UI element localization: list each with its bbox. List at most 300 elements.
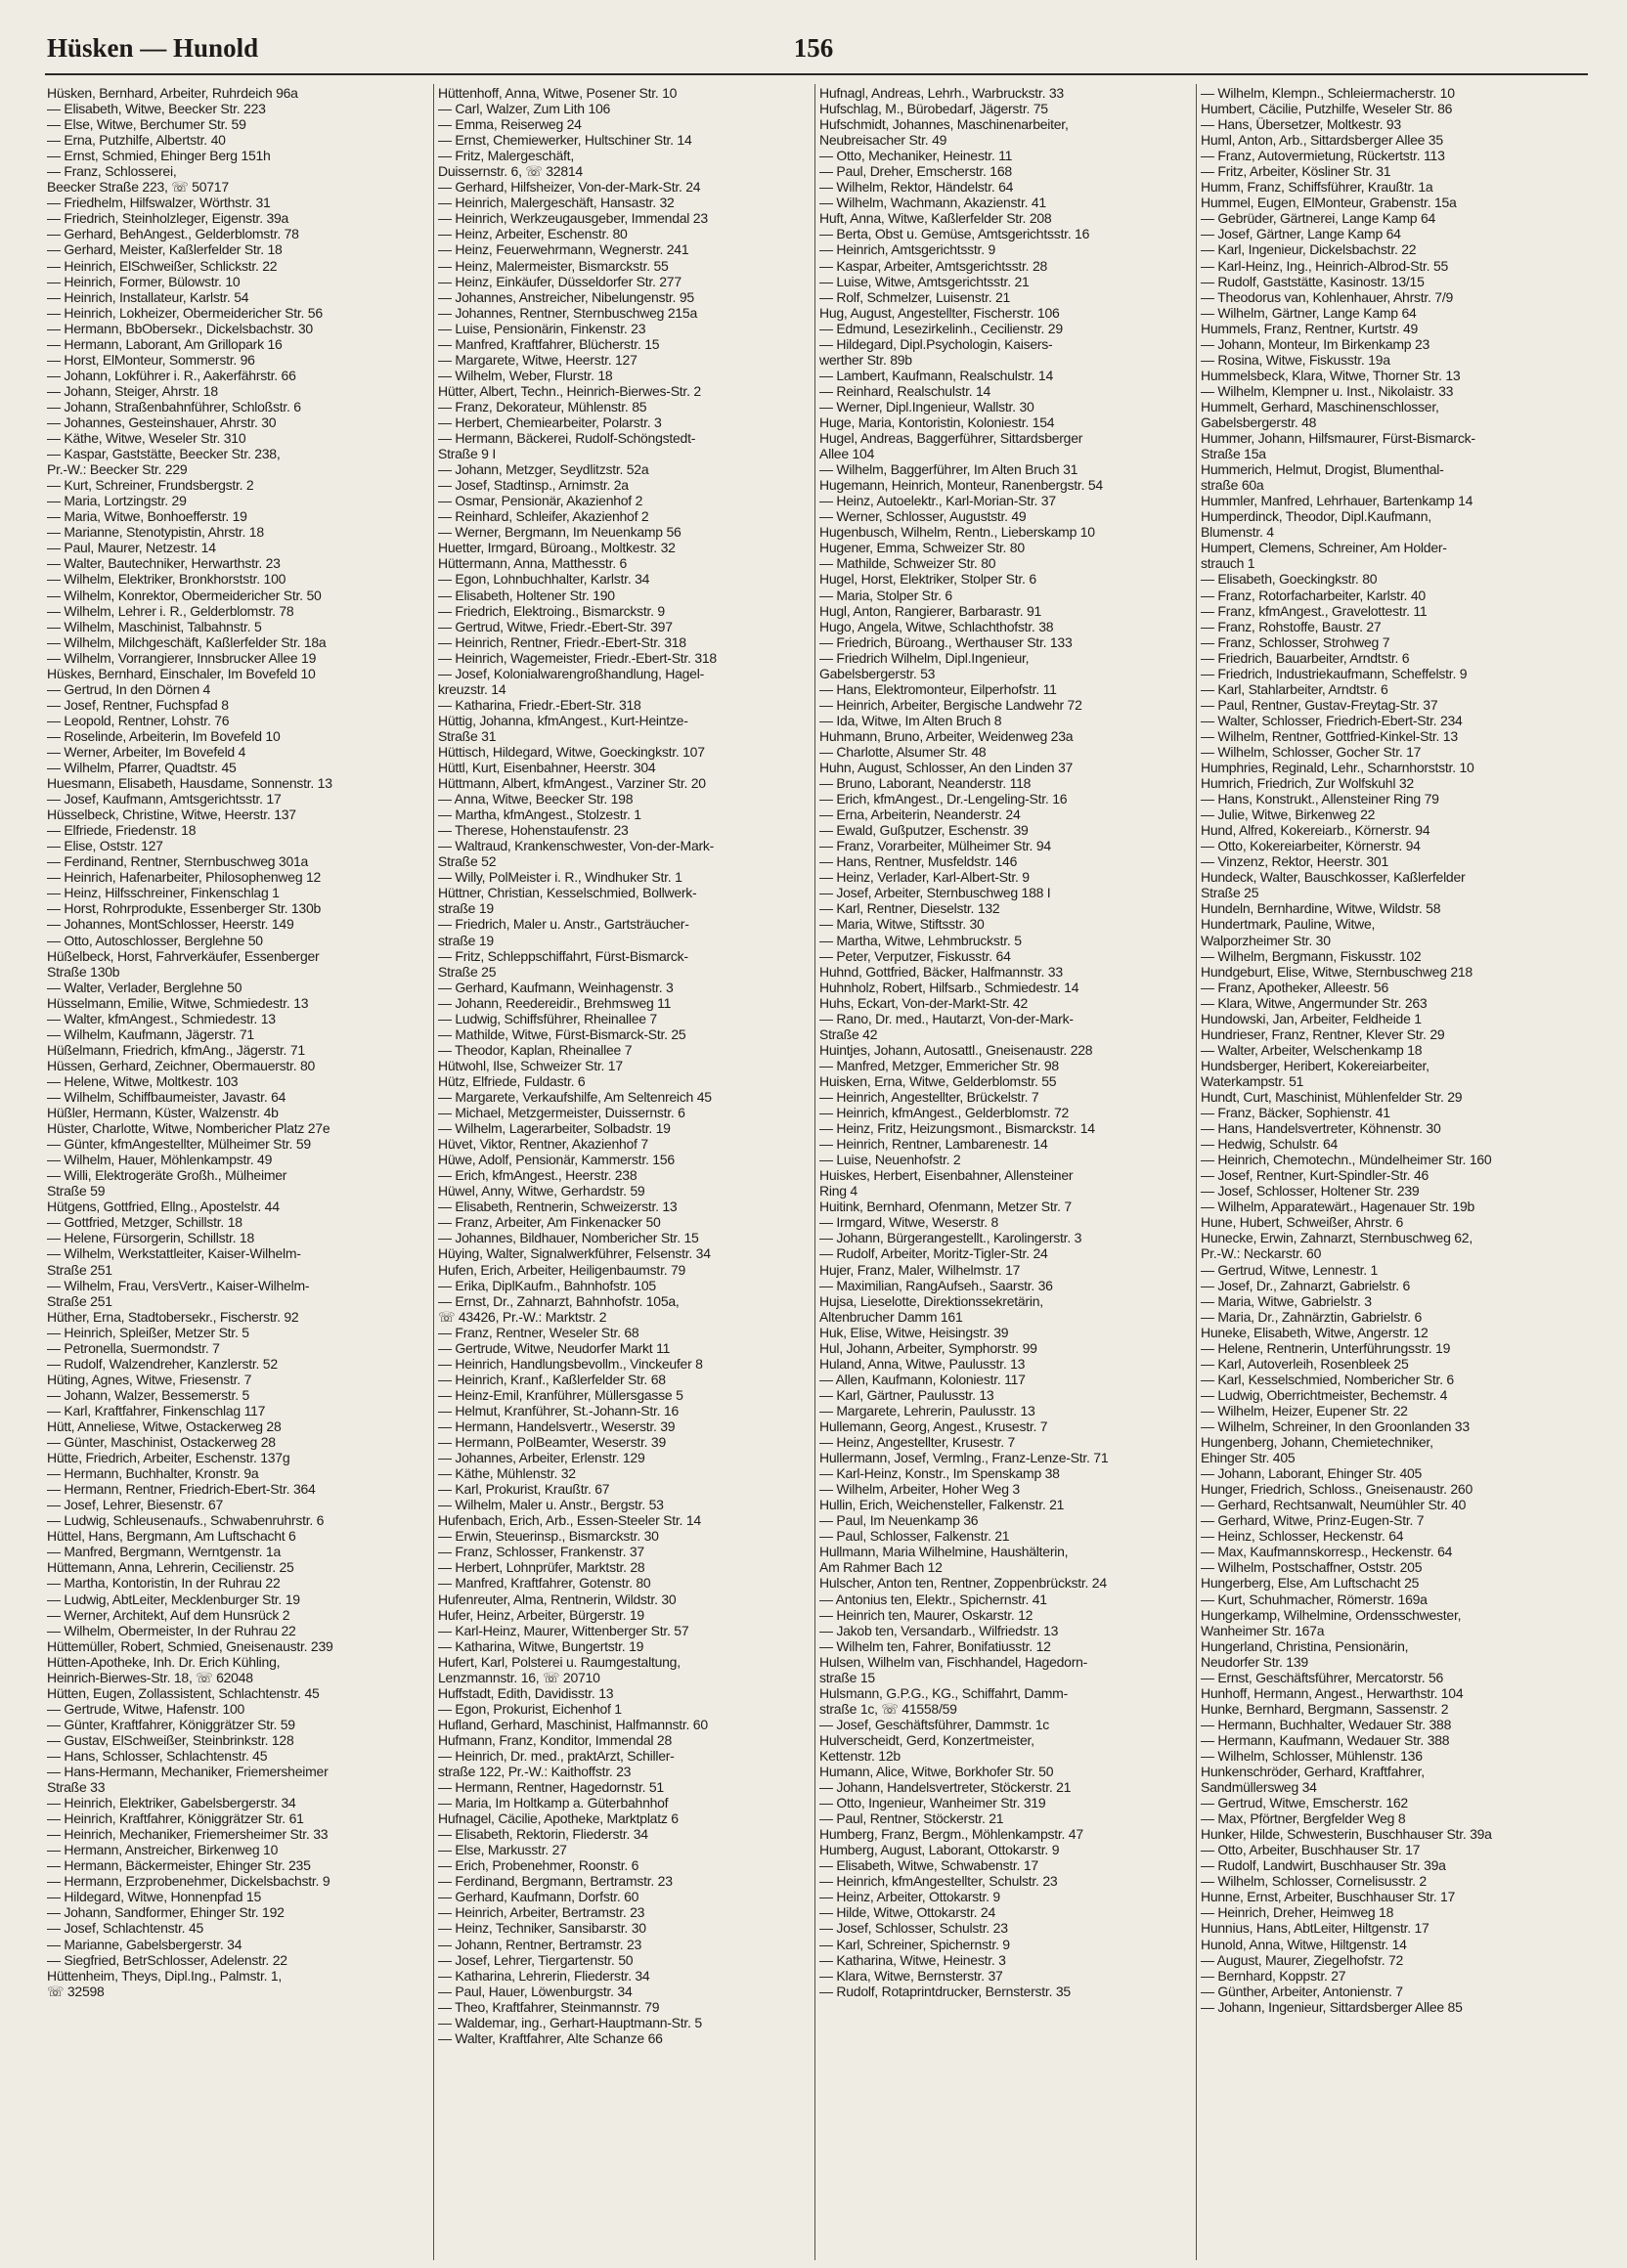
directory-entry-line: — Johannes, Arbeiter, Erlenstr. 129 xyxy=(438,1450,645,1466)
directory-entry-line: — Heinrich ten, Maurer, Oskarstr. 12 xyxy=(819,1606,1033,1623)
directory-entry-line: — Gebrüder, Gärtnerei, Lange Kamp 64 xyxy=(1201,210,1436,227)
directory-entry-line: Hüster, Charlotte, Witwe, Nombericher Platz 27e xyxy=(47,1120,330,1137)
directory-entry-line: — Walter, Kraftfahrer, Alte Schanze 66 xyxy=(438,2029,663,2046)
directory-entry-line: — Johann, Walzer, Bessemerstr. 5 xyxy=(47,1386,250,1403)
directory-entry-line: — Katharina, Witwe, Heinestr. 3 xyxy=(819,1951,1006,1968)
directory-entry-line: Hunke, Bernhard, Bergmann, Sassenstr. 2 xyxy=(1201,1700,1449,1717)
directory-entry-line: — Manfred, Kraftfahrer, Blücherstr. 15 xyxy=(438,335,660,352)
directory-entry-line: Hungerland, Christina, Pensionärin, xyxy=(1201,1637,1409,1654)
directory-entry-line: — Edmund, Lesezirkelinh., Cecilienstr. 29 xyxy=(819,320,1063,336)
directory-entry-line: Hufenbach, Erich, Arb., Essen-Steeler Str. 14 xyxy=(438,1512,701,1529)
directory-entry-line: — Antonius ten, Elektr., Spichernstr. 41 xyxy=(819,1591,1047,1607)
directory-entry-line: — Lambert, Kaufmann, Realschulstr. 14 xyxy=(819,367,1053,383)
directory-entry-line: Hullmann, Maria Wilhelmine, Haushälterin, xyxy=(819,1544,1069,1560)
directory-entry-line: — Werner, Arbeiter, Im Bovefeld 4 xyxy=(47,743,246,760)
directory-entry-line: — Günther, Arbeiter, Antonienstr. 7 xyxy=(1201,1983,1403,1999)
directory-entry-line: Hunkenschröder, Gerhard, Kraftfahrer, xyxy=(1201,1764,1425,1780)
directory-entry-line: Gabelsbergerstr. 48 xyxy=(1201,414,1317,430)
directory-entry-line: straße 60a xyxy=(1201,477,1264,494)
directory-entry-line: — Martha, Witwe, Lehmbruckstr. 5 xyxy=(819,932,1022,948)
directory-entry-line: — Walter, Schlosser, Friedrich-Ebert-Str. 234 xyxy=(1201,712,1463,728)
directory-entry-line: — Hermann, Kaufmann, Wedauer Str. 388 xyxy=(1201,1731,1450,1748)
directory-entry-line: Hujsa, Lieselotte, Direktionssekretärin, xyxy=(819,1292,1043,1309)
directory-entry-line: — Hedwig, Schulstr. 64 xyxy=(1201,1136,1339,1153)
directory-entry-line: — Heinz, Fritz, Heizungsmont., Bismarckstr. 14 xyxy=(819,1120,1095,1137)
directory-entry-line: Hugo, Angela, Witwe, Schlachthofstr. 38 xyxy=(819,618,1054,634)
directory-entry-line: Hummerich, Helmut, Drogist, Blumenthal- xyxy=(1201,461,1444,478)
directory-entry-line: — Hilde, Witwe, Ottokarstr. 24 xyxy=(819,1904,995,1921)
directory-entry-line: — Karl, Gärtner, Paulusstr. 13 xyxy=(819,1386,994,1403)
directory-entry-line: — Johann, Reedereidir., Brehmsweg 11 xyxy=(438,994,672,1011)
directory-entry-line: Hunger, Friedrich, Schloss., Gneisenaustr. 260 xyxy=(1201,1481,1473,1498)
directory-entry-line: — Margarete, Verkaufshilfe, Am Seltenreich 45 xyxy=(438,1089,712,1105)
directory-entry-line: — Josef, Rentner, Kurt-Spindler-Str. 46 xyxy=(1201,1167,1429,1184)
directory-entry-line: Hungerberg, Else, Am Luftschacht 25 xyxy=(1201,1575,1420,1592)
directory-entry-line: — Marianne, Stenotypistin, Ahrstr. 18 xyxy=(47,524,264,541)
directory-entry-line: — Klara, Witwe, Angermunder Str. 263 xyxy=(1201,994,1428,1011)
directory-entry-line: — Günter, Kraftfahrer, Königgrätzer Str. 59 xyxy=(47,1716,295,1732)
directory-entry-line: Huml, Anton, Arb., Sittardsberger Allee 35 xyxy=(1201,132,1443,149)
directory-entry-line: — Heinrich, Kranf., Kaßlerfelder Str. 68 xyxy=(438,1371,666,1387)
directory-entry-line: — Irmgard, Witwe, Weserstr. 8 xyxy=(819,1214,999,1231)
directory-entry-line: — Hermann, Laborant, Am Grillopark 16 xyxy=(47,335,283,352)
directory-entry-line: Hullermann, Josef, Vermlng., Franz-Lenze-Str. 71 xyxy=(819,1450,1109,1466)
directory-entry-line: Hundeln, Bernhardine, Witwe, Wildstr. 58 xyxy=(1201,900,1441,917)
column-4 xyxy=(1201,85,1588,2255)
directory-entry-line: — Gertrud, Witwe, Emscherstr. 162 xyxy=(1201,1795,1408,1811)
directory-entry-line: Humann, Alice, Witwe, Borkhofer Str. 50 xyxy=(819,1764,1054,1780)
directory-entry-line: Straße 25 xyxy=(1201,885,1259,901)
directory-entry-line: — Leopold, Rentner, Lohstr. 76 xyxy=(47,712,230,728)
directory-entry-line: Hund, Alfred, Kokereiarb., Körnerstr. 94 xyxy=(1201,822,1430,839)
directory-entry-line: — Max, Pförtner, Bergfelder Weg 8 xyxy=(1201,1810,1406,1827)
directory-entry-line: — Heinrich, Arbeiter, Bertramstr. 23 xyxy=(438,1904,645,1921)
directory-entry-line: werther Str. 89b xyxy=(819,351,912,368)
directory-entry-line: Hundowski, Jan, Arbeiter, Feldheide 1 xyxy=(1201,1010,1422,1026)
directory-entry-line: — Wilhelm, Schlosser, Mühlenstr. 136 xyxy=(1201,1747,1423,1764)
directory-entry-line: — Waldemar, ing., Gerhart-Hauptmann-Str. 5 xyxy=(438,2014,702,2030)
directory-entry-line: Hugener, Emma, Schweizer Str. 80 xyxy=(819,540,1025,556)
directory-entry-line: Huhnholz, Robert, Hilfsarb., Schmiedestr. 14 xyxy=(819,979,1079,995)
directory-entry-line: — Heinz, Angestellter, Krusestr. 7 xyxy=(819,1434,1016,1451)
directory-entry-line: Hummelsbeck, Klara, Witwe, Thorner Str. 13 xyxy=(1201,367,1461,383)
directory-entry-line: Hüßelmann, Friedrich, kfmAng., Jägerstr. 71 xyxy=(47,1041,305,1058)
directory-entry-line: — Franz, Rohstoffe, Baustr. 27 xyxy=(1201,618,1382,634)
directory-entry-line: — Egon, Prokurist, Eichenhof 1 xyxy=(438,1700,622,1717)
directory-entry-line: — Heinrich, Handlungsbevollm., Vinckeufer 8 xyxy=(438,1355,703,1372)
directory-entry-line: — Ida, Witwe, Im Alten Bruch 8 xyxy=(819,712,1002,728)
directory-entry-line: Hundt, Curt, Maschinist, Mühlenfelder Str. 29 xyxy=(1201,1089,1463,1105)
directory-entry-line: — Ferdinand, Bergmann, Bertramstr. 23 xyxy=(438,1873,673,1890)
directory-entry-line: Lenzmannstr. 16, ☏ 20710 xyxy=(438,1669,600,1685)
directory-entry-line: — Wilhelm, Rentner, Gottfried-Kinkel-Str. 13 xyxy=(1201,727,1458,744)
directory-entry-line: — Maximilian, RangAufseh., Saarstr. 36 xyxy=(819,1277,1053,1293)
directory-entry-line: ☏ 43426, Pr.-W.: Marktstr. 2 xyxy=(438,1308,607,1325)
directory-entry-line: — Heinrich, Mechaniker, Friemersheimer Str. 33 xyxy=(47,1826,329,1843)
directory-entry-line: — Werner, Architekt, Auf dem Hunsrück 2 xyxy=(47,1606,290,1623)
directory-entry-line: — Karl, Schreiner, Spichernstr. 9 xyxy=(819,1936,1010,1952)
directory-entry-line: Hüwe, Adolf, Pensionär, Kammerstr. 156 xyxy=(438,1152,675,1168)
directory-entry-line: — Wilhelm, Lagerarbeiter, Solbadstr. 19 xyxy=(438,1120,671,1137)
directory-entry-line: — Heinrich, Dr. med., praktArzt, Schiller- xyxy=(438,1747,675,1764)
directory-entry-line: Hufen, Erich, Arbeiter, Heiligenbaumstr. 79 xyxy=(438,1261,686,1278)
directory-entry-line: — Hans, Schlosser, Schlachtenstr. 45 xyxy=(47,1747,268,1764)
header-rule xyxy=(45,73,1588,75)
directory-entry-line: — Maria, Dr., Zahnärztin, Gabrielstr. 6 xyxy=(1201,1308,1422,1325)
directory-entry-line: Hug, August, Angestellter, Fischerstr. 106 xyxy=(819,304,1060,321)
directory-entry-line: Hungerkamp, Wilhelmine, Ordensschwester, xyxy=(1201,1606,1462,1623)
directory-entry-line: — Wilhelm, Schlosser, Cornelisusstr. 2 xyxy=(1201,1873,1427,1890)
directory-entry-line: Wanheimer Str. 167a xyxy=(1201,1622,1325,1638)
directory-entry-line: — Willi, Elektrogeräte Großh., Mülheimer xyxy=(47,1167,287,1184)
directory-entry-line: Hüttl, Kurt, Eisenbahner, Heerstr. 304 xyxy=(438,760,656,776)
directory-entry-line: — Werner, Bergmann, Im Neuenkamp 56 xyxy=(438,524,682,541)
directory-entry-line: Hugl, Anton, Rangierer, Barbarastr. 91 xyxy=(819,602,1042,619)
directory-entry-line: — Josef, Geschäftsführer, Dammstr. 1c xyxy=(819,1716,1050,1732)
directory-entry-line: — Elfriede, Friedenstr. 18 xyxy=(47,822,197,839)
directory-entry-line: — Franz, Autovermietung, Rückertstr. 113 xyxy=(1201,148,1445,164)
directory-entry-line: — Günter, Maschinist, Ostackerweg 28 xyxy=(47,1434,276,1451)
directory-entry-line: — Ernst, Geschäftsführer, Mercatorstr. 56 xyxy=(1201,1669,1444,1685)
directory-entry-line: — Heinrich, Former, Bülowstr. 10 xyxy=(47,273,241,289)
directory-entry-line: — Theodorus van, Kohlenhauer, Ahrstr. 7/9 xyxy=(1201,288,1453,305)
directory-entry-line: Hüwel, Anny, Witwe, Gerhardstr. 59 xyxy=(438,1183,645,1199)
directory-entry-line: — Bruno, Laborant, Neanderstr. 118 xyxy=(819,775,1032,792)
directory-entry-line: — Karl, Stahlarbeiter, Arndtstr. 6 xyxy=(1201,680,1388,697)
directory-entry-line: — Theo, Kraftfahrer, Steinmannstr. 79 xyxy=(438,1998,660,2015)
directory-entry-line: — Helene, Rentnerin, Unterführungsstr. 19 xyxy=(1201,1339,1451,1356)
directory-entry-line: Hugenbusch, Wilhelm, Rentn., Lieberskamp 10 xyxy=(819,524,1095,541)
directory-entry-line: — Johann, Bürgerangestellt., Karolingerstr. 3 xyxy=(819,1230,1082,1246)
directory-entry-line: — Heinrich, Chemotechn., Mündelheimer Str. 160 xyxy=(1201,1152,1492,1168)
directory-entry-line: — Emma, Reiserweg 24 xyxy=(438,116,582,133)
directory-entry-line: Pr.-W.: Beecker Str. 229 xyxy=(47,461,188,478)
directory-entry-line: — Karl, Ingenieur, Dickelsbachstr. 22 xyxy=(1201,241,1417,258)
directory-entry-line: — Wilhelm, Pfarrer, Quadtstr. 45 xyxy=(47,760,237,776)
directory-entry-line: — Ferdinand, Rentner, Sternbuschweg 301a xyxy=(47,853,309,870)
directory-entry-line: — Paul, Hauer, Löwenburgstr. 34 xyxy=(438,1983,633,1999)
directory-entry-line: Hufschmidt, Johannes, Maschinenarbeiter, xyxy=(819,116,1069,133)
directory-entry-line: Hüsselbeck, Christine, Witwe, Heerstr. 137 xyxy=(47,807,296,823)
directory-entry-line: — Franz, Rotorfacharbeiter, Karlstr. 40 xyxy=(1201,587,1426,603)
directory-entry-line: Hüsken, Bernhard, Arbeiter, Ruhrdeich 96a xyxy=(47,85,298,101)
directory-entry-line: — Gerhard, Kaufmann, Dorfstr. 60 xyxy=(438,1889,639,1905)
directory-entry-line: — Heinrich, Spleißer, Metzer Str. 5 xyxy=(47,1324,249,1340)
directory-entry-line: — Wilhelm, Arbeiter, Hoher Weg 3 xyxy=(819,1481,1020,1498)
directory-entry-line: — Helmut, Kranführer, St.-Johann-Str. 16 xyxy=(438,1402,680,1418)
directory-entry-line: Hüttmann, Albert, kfmAngest., Varziner Str. 20 xyxy=(438,775,706,792)
directory-entry-line: — Johann, Monteur, Im Birkenkamp 23 xyxy=(1201,335,1430,352)
directory-entry-line: Hüttermann, Anna, Matthesstr. 6 xyxy=(438,555,628,572)
directory-entry-line: — Gustav, ElSchweißer, Steinbrinkstr. 128 xyxy=(47,1731,294,1748)
directory-entry-line: Hüttner, Christian, Kesselschmied, Bollwerk- xyxy=(438,885,697,901)
directory-entry-line: — Margarete, Witwe, Heerstr. 127 xyxy=(438,351,638,368)
directory-entry-line: — Karl-Heinz, Konstr., Im Spenskamp 38 xyxy=(819,1465,1060,1482)
directory-entry-line: — Horst, Rohrprodukte, Essenberger Str. 130b xyxy=(47,900,322,917)
directory-entry-line: — Paul, Rentner, Stöckerstr. 21 xyxy=(819,1810,1004,1827)
directory-entry-line: — Maria, Witwe, Stiftsstr. 30 xyxy=(819,916,985,933)
directory-entry-line: — Johannes, Gesteinshauer, Ahrstr. 30 xyxy=(47,414,277,430)
directory-entry-line: Hütwohl, Ilse, Schweizer Str. 17 xyxy=(438,1057,623,1073)
directory-entry-line: — Heinrich, Dreher, Heimweg 18 xyxy=(1201,1904,1394,1921)
directory-entry-line: — Theodor, Kaplan, Rheinallee 7 xyxy=(438,1041,633,1058)
directory-entry-line: — Karl, Kesselschmied, Nombericher Str. 6 xyxy=(1201,1371,1454,1387)
directory-entry-line: — Erich, Probenehmer, Roonstr. 6 xyxy=(438,1857,639,1874)
directory-entry-line: Huhnd, Gottfried, Bäcker, Halfmannstr. 33 xyxy=(819,963,1063,980)
directory-entry-line: — Heinz, Hilfsschreiner, Finkenschlag 1 xyxy=(47,885,280,901)
directory-entry-line: Huge, Maria, Kontoristin, Koloniestr. 154 xyxy=(819,414,1055,430)
directory-entry-line: Straße 130b xyxy=(47,963,120,980)
directory-entry-line: straße 15 xyxy=(819,1669,875,1685)
directory-entry-line: Straße 251 xyxy=(47,1261,112,1278)
directory-entry-line: Hüying, Walter, Signalwerkführer, Felsenstr. 34 xyxy=(438,1245,711,1262)
directory-entry-line: — Carl, Walzer, Zum Lith 106 xyxy=(438,101,611,117)
directory-entry-line: — Franz, Schlosser, Frankenstr. 37 xyxy=(438,1544,644,1560)
directory-entry-line: Hulsmann, G.P.G., KG., Schiffahrt, Damm- xyxy=(819,1684,1069,1701)
directory-entry-line: — Paul, Im Neuenkamp 36 xyxy=(819,1512,979,1529)
directory-entry-line: — Ludwig, AbtLeiter, Mecklenburger Str. 19 xyxy=(47,1591,300,1607)
directory-entry-line: Hüttemann, Anna, Lehrerin, Cecilienstr. 25 xyxy=(47,1559,294,1576)
directory-entry-line: — Otto, Mechaniker, Heinestr. 11 xyxy=(819,148,1013,164)
directory-entry-line: — Katharina, Friedr.-Ebert-Str. 318 xyxy=(438,696,641,713)
directory-entry-line: — Hermann, Bäckerei, Rudolf-Schöngstedt- xyxy=(438,430,696,447)
directory-entry-line: — Ludwig, Schleusenaufs., Schwabenruhrstr. 6 xyxy=(47,1512,325,1529)
directory-entry-line: — Heinz, Arbeiter, Eschenstr. 80 xyxy=(438,226,628,242)
directory-entry-line: — Josef, Stadtinsp., Arnimstr. 2a xyxy=(438,477,629,494)
directory-entry-line: — Helene, Fürsorgerin, Schillstr. 18 xyxy=(47,1230,254,1246)
directory-entry-line: Humbert, Cäcilie, Putzhilfe, Weseler Str. 86 xyxy=(1201,101,1453,117)
directory-entry-line: Hujer, Franz, Maler, Wilhelmstr. 17 xyxy=(819,1261,1021,1278)
directory-entry-line: — Wilhelm, Maschinist, Talbahnstr. 5 xyxy=(47,618,262,634)
directory-entry-line: — Wilhelm, Bergmann, Fiskusstr. 102 xyxy=(1201,947,1422,964)
directory-entry-line: — Heinrich, Wagemeister, Friedr.-Ebert-Str. 318 xyxy=(438,649,717,666)
directory-entry-line: Hune, Hubert, Schweißer, Ahrstr. 6 xyxy=(1201,1214,1404,1231)
directory-entry-line: — Friedrich, Steinholzleger, Eigenstr. 39a xyxy=(47,210,289,227)
directory-entry-line: — Wilhelm, Maler u. Anstr., Bergstr. 53 xyxy=(438,1497,664,1513)
directory-entry-line: Straße 251 xyxy=(47,1292,112,1309)
directory-entry-line: — Manfred, Bergmann, Werntgenstr. 1a xyxy=(47,1544,281,1560)
directory-entry-line: Huft, Anna, Witwe, Kaßlerfelder Str. 208 xyxy=(819,210,1052,227)
directory-entry-line: — Hermann, Anstreicher, Birkenweg 10 xyxy=(47,1842,279,1858)
directory-entry-line: Huitink, Bernhard, Ofenmann, Metzer Str. 7 xyxy=(819,1199,1072,1215)
directory-entry-line: — Karl, Prokurist, Kraußtr. 67 xyxy=(438,1481,610,1498)
directory-entry-line: Hufland, Gerhard, Maschinist, Halfmannstr. 60 xyxy=(438,1716,708,1732)
directory-entry-line: — Friedrich, Maler u. Anstr., Gartsträucher- xyxy=(438,916,689,933)
directory-entry-line: — Maria, Witwe, Bonhoefferstr. 19 xyxy=(47,508,247,525)
directory-entry-line: Hufmann, Franz, Konditor, Immendal 28 xyxy=(438,1731,672,1748)
directory-entry-line: — Gerhard, BehAngest., Gelderblomstr. 78 xyxy=(47,226,299,242)
directory-entry-line: — Wilhelm, Lehrer i. R., Gelderblomstr. 78 xyxy=(47,602,294,619)
directory-entry-line: Hufer, Heinz, Arbeiter, Bürgerstr. 19 xyxy=(438,1606,644,1623)
directory-entry-line: — Siegfried, BetrSchlosser, Adelenstr. 22 xyxy=(47,1951,287,1968)
directory-entry-line: — Wilhelm, Milchgeschäft, Kaßlerfelder Str. 18a xyxy=(47,633,327,650)
directory-entry-line: — Maria, Im Holtkamp a. Güterbahnhof xyxy=(438,1795,669,1811)
directory-entry-line: — Heinrich, Rentner, Lambarenestr. 14 xyxy=(819,1136,1048,1153)
directory-entry-line: — Hildegard, Dipl.Psychologin, Kaisers- xyxy=(819,335,1053,352)
directory-entry-line: — Roselinde, Arbeiterin, Im Bovefeld 10 xyxy=(47,727,281,744)
directory-entry-line: straße 1c, ☏ 41558/59 xyxy=(819,1700,957,1717)
directory-entry-line: — Hermann, Bäckermeister, Ehinger Str. 235 xyxy=(47,1857,311,1874)
directory-entry-line: — Ludwig, Schiffsführer, Rheinallee 7 xyxy=(438,1010,657,1026)
directory-entry-line: Hugel, Andreas, Baggerführer, Sittardsberger xyxy=(819,430,1083,447)
directory-entry-line: — Luise, Pensionärin, Finkenstr. 23 xyxy=(438,320,646,336)
directory-entry-line: — Anna, Witwe, Beecker Str. 198 xyxy=(438,791,634,807)
directory-entry-line: Humphries, Reginald, Lehr., Scharnhorststr. 10 xyxy=(1201,760,1474,776)
directory-entry-line: Hugemann, Heinrich, Monteur, Ranenbergstr. 54 xyxy=(819,477,1103,494)
directory-entry-line: Hulverscheidt, Gerd, Konzertmeister, xyxy=(819,1731,1034,1748)
directory-entry-line: Huisken, Erna, Witwe, Gelderblomstr. 55 xyxy=(819,1072,1057,1089)
directory-entry-line: — Friedrich, Bauarbeiter, Arndtstr. 6 xyxy=(1201,649,1410,666)
directory-entry-line: — Hildegard, Witwe, Honnenpfad 15 xyxy=(47,1889,261,1905)
directory-entry-line: Hunecke, Erwin, Zahnarzt, Sternbuschweg 62, xyxy=(1201,1230,1473,1246)
directory-entry-line: — Wilhelm, Postschaffner, Oststr. 205 xyxy=(1201,1559,1423,1576)
directory-entry-line: Hüskes, Bernhard, Einschaler, Im Bovefeld 10 xyxy=(47,665,316,681)
directory-entry-line: Hüttel, Hans, Bergmann, Am Luftschacht 6 xyxy=(47,1528,296,1545)
directory-entry-line: — Heinz, Feuerwehrmann, Wegnerstr. 241 xyxy=(438,241,689,258)
directory-entry-line: Hummelt, Gerhard, Maschinenschlosser, xyxy=(1201,398,1439,414)
directory-entry-line: — Heinrich, Kraftfahrer, Königgrätzer Str. 61 xyxy=(47,1810,304,1827)
directory-entry-line: — Berta, Obst u. Gemüse, Amtsgerichtsstr. 16 xyxy=(819,226,1090,242)
directory-entry-line: Hufnagl, Andreas, Lehrh., Warbruckstr. 33 xyxy=(819,85,1064,101)
directory-entry-line: — Michael, Metzgermeister, Duissernstr. 6 xyxy=(438,1105,685,1121)
directory-entry-line: — Johann, Lokführer i. R., Aakerfährstr. 66 xyxy=(47,367,296,383)
directory-entry-line: Heinrich-Bierwes-Str. 18, ☏ 62048 xyxy=(47,1669,253,1685)
directory-entry-line: — Hermann, BbObersekr., Dickelsbachstr. 30 xyxy=(47,320,313,336)
directory-entry-line: — Heinz, Einkäufer, Düsseldorfer Str. 277 xyxy=(438,273,682,289)
directory-entry-line: — Rudolf, Rotaprintdrucker, Bernsterstr. 35 xyxy=(819,1983,1071,1999)
directory-entry-line: — Ernst, Dr., Zahnarzt, Bahnhofstr. 105a, xyxy=(438,1292,680,1309)
directory-entry-line: Hufnagel, Cäcilie, Apotheke, Marktplatz 6 xyxy=(438,1810,679,1827)
directory-entry-line: — Elisabeth, Goeckingkstr. 80 xyxy=(1201,571,1378,588)
directory-entry-line: Hufenreuter, Alma, Rentnerin, Wildstr. 30 xyxy=(438,1591,677,1607)
directory-entry-line: Hüttemüller, Robert, Schmied, Gneisenaustr. 239 xyxy=(47,1637,333,1654)
directory-entry-line: — Heinrich, Werkzeugausgeber, Immendal 23 xyxy=(438,210,708,227)
directory-entry-line: — Otto, Arbeiter, Buschhauser Str. 17 xyxy=(1201,1842,1421,1858)
directory-entry-line: — Johann, Rentner, Bertramstr. 23 xyxy=(438,1936,642,1952)
directory-entry-line: — Marianne, Gabelsbergerstr. 34 xyxy=(47,1936,242,1952)
directory-entry-line: — Franz, Arbeiter, Am Finkenacker 50 xyxy=(438,1214,661,1231)
directory-entry-line: Hüsselmann, Emilie, Witwe, Schmiedestr. 13 xyxy=(47,994,309,1011)
directory-entry-line: — Walter, Verlader, Berglehne 50 xyxy=(47,979,242,995)
directory-entry-line: Neudorfer Str. 139 xyxy=(1201,1653,1308,1670)
directory-entry-line: — Friedrich, Elektroing., Bismarckstr. 9 xyxy=(438,602,665,619)
directory-entry-line: Hugel, Horst, Elektriker, Stolper Str. 6 xyxy=(819,571,1036,588)
directory-entry-line: — Karl, Autoverleih, Rosenbleek 25 xyxy=(1201,1355,1409,1372)
directory-entry-line: Hummler, Manfred, Lehrhauer, Bartenkamp 14 xyxy=(1201,493,1473,509)
directory-entry-line: straße 19 xyxy=(438,932,494,948)
directory-entry-line: Hungenberg, Johann, Chemietechniker, xyxy=(1201,1434,1433,1451)
directory-entry-line: — Franz, Apotheker, Alleestr. 56 xyxy=(1201,979,1388,995)
directory-entry-line: Hundrieser, Franz, Rentner, Klever Str. 29 xyxy=(1201,1025,1445,1042)
directory-entry-line: — Heinz, Malermeister, Bismarckstr. 55 xyxy=(438,257,669,274)
directory-entry-line: — Johann, Handelsvertreter, Stöckerstr. 21 xyxy=(819,1779,1072,1796)
directory-entry-line: — Wilhelm, Heizer, Eupener Str. 22 xyxy=(1201,1402,1408,1418)
directory-entry-line: — Otto, Ingenieur, Wanheimer Str. 319 xyxy=(819,1795,1046,1811)
directory-entry-line: — Wilhelm, Werkstattleiter, Kaiser-Wilhelm- xyxy=(47,1245,301,1262)
directory-entry-line: — Jakob ten, Versandarb., Wilfriedstr. 13 xyxy=(819,1622,1059,1638)
directory-entry-line: — Fritz, Arbeiter, Kösliner Str. 31 xyxy=(1201,163,1391,180)
directory-entry-line: — Ewald, Gußputzer, Eschenstr. 39 xyxy=(819,822,1029,839)
directory-entry-line: — Heinrich, Amtsgerichtsstr. 9 xyxy=(819,241,996,258)
directory-entry-line: Hüther, Erna, Stadtobersekr., Fischerstr. 92 xyxy=(47,1308,299,1325)
directory-entry-line: — Hermann, Erzprobenehmer, Dickelsbachstr. 9 xyxy=(47,1873,330,1890)
directory-entry-line: — Hermann, Handelsvertr., Weserstr. 39 xyxy=(438,1418,676,1434)
directory-entry-line: — Josef, Gärtner, Lange Kamp 64 xyxy=(1201,226,1401,242)
directory-entry-line: Hüßelbeck, Horst, Fahrverkäufer, Essenberger xyxy=(47,947,320,964)
directory-entry-line: Hundertmark, Pauline, Witwe, xyxy=(1201,916,1376,933)
directory-entry-line: — Josef, Kaufmann, Amtsgerichtsstr. 17 xyxy=(47,791,282,807)
directory-entry-line: — Franz, kfmAngest., Gravelottestr. 11 xyxy=(1201,602,1428,619)
directory-entry-line: — Elisabeth, Holtener Str. 190 xyxy=(438,587,615,603)
directory-entry-line: — Hans-Hermann, Mechaniker, Friemersheimer xyxy=(47,1764,329,1780)
directory-entry-line: — Horst, ElMonteur, Sommerstr. 96 xyxy=(47,351,255,368)
directory-entry-line: — Franz, Schlosserei, xyxy=(47,163,177,180)
directory-entry-line: — Gertrud, In den Dörnen 4 xyxy=(47,680,211,697)
directory-entry-line: — Manfred, Kraftfahrer, Gotenstr. 80 xyxy=(438,1575,651,1592)
directory-entry-line: — Rudolf, Arbeiter, Moritz-Tigler-Str. 24 xyxy=(819,1245,1048,1262)
directory-entry-line: — Friedhelm, Hilfswalzer, Wörthstr. 31 xyxy=(47,195,271,211)
directory-entry-line: — Maria, Witwe, Gabrielstr. 3 xyxy=(1201,1292,1372,1309)
directory-entry-line: Allee 104 xyxy=(819,446,875,462)
directory-entry-line: — Johann, Metzger, Seydlitzstr. 52a xyxy=(438,461,649,478)
directory-entry-line: Pr.-W.: Neckarstr. 60 xyxy=(1201,1245,1322,1262)
directory-entry-line: — Rudolf, Landwirt, Buschhauser Str. 39a xyxy=(1201,1857,1446,1874)
directory-entry-line: — Fritz, Malergeschäft, xyxy=(438,148,574,164)
directory-entry-line: Hütz, Elfriede, Fuldastr. 6 xyxy=(438,1072,586,1089)
directory-entry-line: — Wilhelm, Elektriker, Bronkhorststr. 100 xyxy=(47,571,286,588)
directory-entry-line: Hüßler, Hermann, Küster, Walzenstr. 4b xyxy=(47,1105,279,1121)
directory-entry-line: — Wilhelm, Obermeister, In der Ruhrau 22 xyxy=(47,1622,296,1638)
directory-entry-line: — Erna, Arbeiterin, Neanderstr. 24 xyxy=(819,807,1021,823)
directory-entry-line: — Franz, Vorarbeiter, Mülheimer Str. 94 xyxy=(819,838,1051,854)
directory-entry-line: — Margarete, Lehrerin, Paulusstr. 13 xyxy=(819,1402,1035,1418)
directory-entry-line: Hütter, Albert, Techn., Heinrich-Bierwes-Str. 2 xyxy=(438,382,701,399)
directory-entry-line: — Heinrich, Installateur, Karlstr. 54 xyxy=(47,288,249,305)
directory-entry-line: Hummer, Johann, Hilfsmaurer, Fürst-Bismarck- xyxy=(1201,430,1475,447)
directory-entry-line: — Josef, Lehrer, Biesenstr. 67 xyxy=(47,1497,224,1513)
directory-entry-line: — Wilhelm, Weber, Flurstr. 18 xyxy=(438,367,613,383)
directory-entry-line: — Josef, Rentner, Fuchspfad 8 xyxy=(47,696,229,713)
directory-entry-line: — Erich, kfmAngest., Heerstr. 238 xyxy=(438,1167,638,1184)
directory-entry-line: — Werner, Schlosser, Auguststr. 49 xyxy=(819,508,1027,525)
directory-entry-line: — Otto, Autoschlosser, Berglehne 50 xyxy=(47,932,263,948)
directory-entry-line: — Heinrich, ElSchweißer, Schlickstr. 22 xyxy=(47,257,278,274)
directory-entry-line: — Karl-Heinz, Maurer, Wittenberger Str. 57 xyxy=(438,1622,689,1638)
directory-entry-line: Altenbrucher Damm 161 xyxy=(819,1308,963,1325)
directory-entry-line: Ring 4 xyxy=(819,1183,857,1199)
directory-entry-line: — Wilhelm, Klempner u. Inst., Nikolaistr. 33 xyxy=(1201,382,1454,399)
directory-entry-line: — Gerhard, Witwe, Prinz-Eugen-Str. 7 xyxy=(1201,1512,1425,1529)
directory-entry-line: Hütte, Friedrich, Arbeiter, Eschenstr. 137g xyxy=(47,1450,290,1466)
directory-entry-line: — Fritz, Schleppschiffahrt, Fürst-Bismarck- xyxy=(438,947,688,964)
directory-entry-line: — Karl, Kraftfahrer, Finkenschlag 117 xyxy=(47,1402,266,1418)
directory-entry-line: — Heinz-Emil, Kranführer, Müllersgasse 5 xyxy=(438,1386,683,1403)
directory-entry-line: — Katharina, Lehrerin, Fliederstr. 34 xyxy=(438,1967,650,1984)
directory-entry-line: Humrich, Friedrich, Zur Wolfskuhl 32 xyxy=(1201,775,1414,792)
directory-entry-line: Huk, Elise, Witwe, Heisingstr. 39 xyxy=(819,1324,1009,1340)
directory-entry-line: — Wilhelm, Klempn., Schleiermacherstr. 10 xyxy=(1201,85,1455,101)
directory-entry-line: — Käthe, Witwe, Weseler Str. 310 xyxy=(47,430,246,447)
directory-entry-line: — Johannes, Rentner, Sternbuschweg 215a xyxy=(438,304,697,321)
directory-entry-line: Huhn, August, Schlosser, An den Linden 37 xyxy=(819,760,1074,776)
directory-entry-line: Duissernstr. 6, ☏ 32814 xyxy=(438,163,583,180)
directory-entry-line: — Manfred, Metzger, Emmericher Str. 98 xyxy=(819,1057,1059,1073)
directory-entry-line: — Heinz, Arbeiter, Ottokarstr. 9 xyxy=(819,1889,1000,1905)
directory-entry-line: — Ludwig, Oberrichtmeister, Bechemstr. 4 xyxy=(1201,1386,1448,1403)
directory-entry-line: — Charlotte, Alsumer Str. 48 xyxy=(819,743,987,760)
directory-entry-line: Waterkampstr. 51 xyxy=(1201,1072,1304,1089)
directory-entry-line: — Hans, Elektromonteur, Eilperhofstr. 11 xyxy=(819,680,1057,697)
